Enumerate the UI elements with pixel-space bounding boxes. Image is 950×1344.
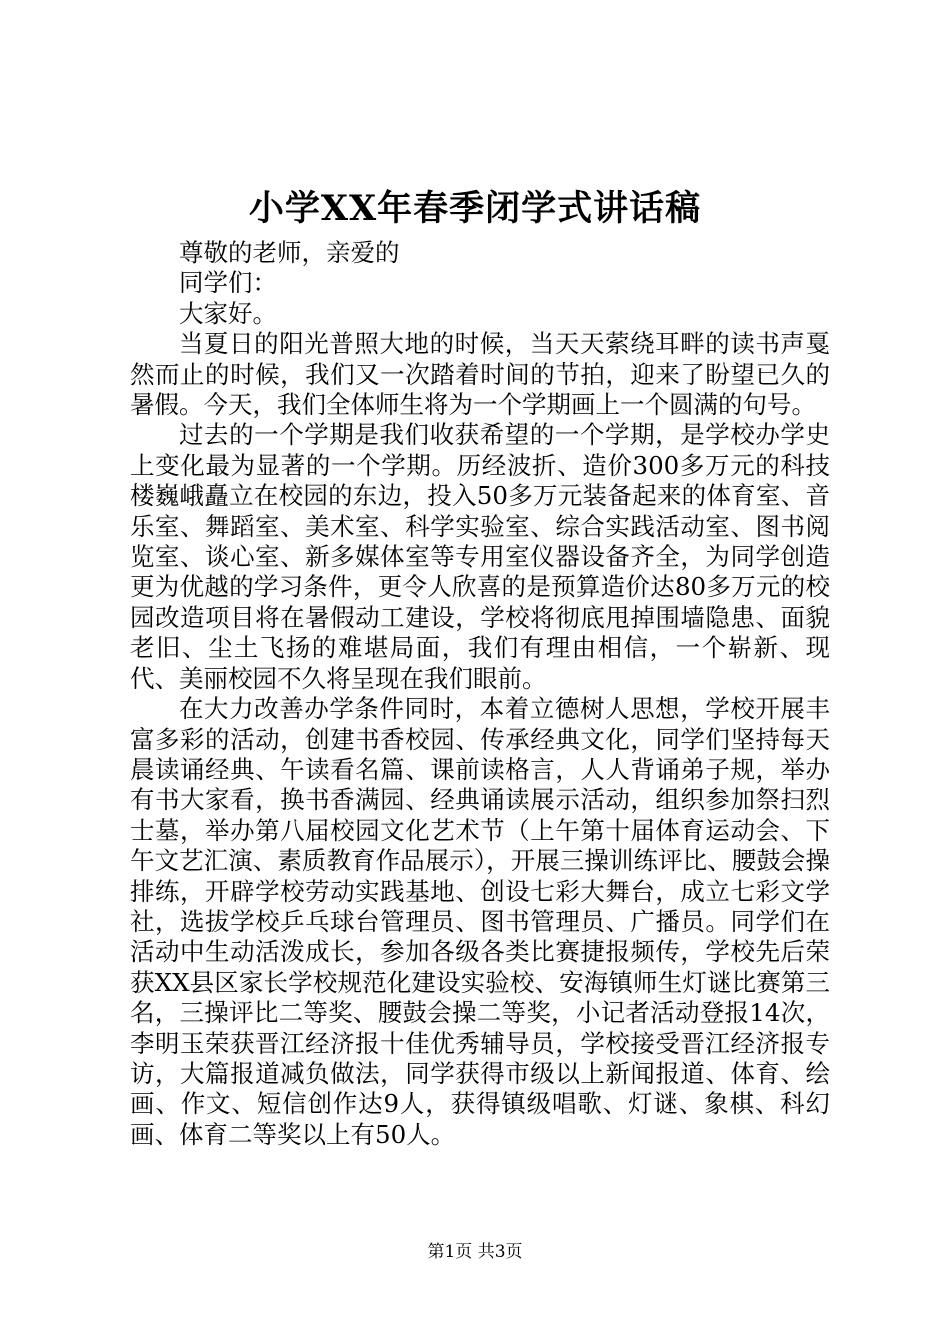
paragraph-facilities: 过去的一个学期是我们收获希望的一个学期，是学校办学史上变化最为显著的一个学期。历经波折、造价300多万元的科技楼巍峨矗立在校园的东边，投入50多万元装备起来的体育室、音乐室、舞蹈室、美术室、科学实验室、综合实践活动室、图书阅览室、谈心室、新多媒体室等专用室仪器设备齐全，为同学创造更为优越的学习条件，更令人欣喜的是预算造价达80多万元的校园改造项目将在暑假动工建设，学校将彻底甩掉围墙隐患、面貌老旧、尘土飞扬的难堪局面，我们有理由相信，一个崭新、现代、美丽校园不久将呈现在我们眼前。 — [130, 420, 830, 693]
paragraph-intro: 当夏日的阳光普照大地的时候，当天天萦绕耳畔的读书声戛然而止的时候，我们又一次踏着时间的节拍，迎来了盼望已久的暑假。今天，我们全体师生将为一个学期画上一个圆满的句号。 — [130, 329, 830, 420]
salutation-line-1: 尊敬的老师，亲爱的 — [179, 238, 400, 267]
document-body — [130, 238, 830, 1150]
document-title: 小学XX年春季闭学式讲话稿 — [248, 188, 702, 229]
page-footer: 第1页 共3页 — [427, 1242, 523, 1262]
paragraph-activities: 在大力改善办学条件同时，本着立德树人思想，学校开展丰富多彩的活动，创建书香校园、传承经典文化，同学们坚持每天晨读诵经典、午读看名篇、课前读格言，人人背诵弟子规，举办有书大家看，换书香满园、经典诵读展示活动，组织参加祭扫烈士墓，举办第八届校园文化艺术节（上午第十届体育运动会、下午文艺汇演、素质教育作品展示），开展三操训练评比、腰鼓会操排练，开辟学校劳动实践基地、创设七彩大舞台，成立七彩文学社，选拔学校乒乓球台管理员、图书管理员、广播员。同学们在活动中生动活泼成长，参加各级各类比赛捷报频传，学校先后荣获XX县区家长学校规范化建设实验校、安海镇师生灯谜比赛第三名，三操评比二等奖、腰鼓会操二等奖，小记者活动登报14次，李明玉荣获晋江经济报十佳优秀辅导员，学校接受晋江经济报专访，大篇报道减负做法，同学获得市级以上新闻报道、体育、绘画、作文、短信创作达9人，获得镇级唱歌、灯谜、象棋、科幻画、体育二等奖以上有50人。 — [130, 694, 830, 1149]
greeting: 大家好。 — [179, 298, 277, 328]
salutation-line-2: 同学们： — [179, 268, 277, 298]
